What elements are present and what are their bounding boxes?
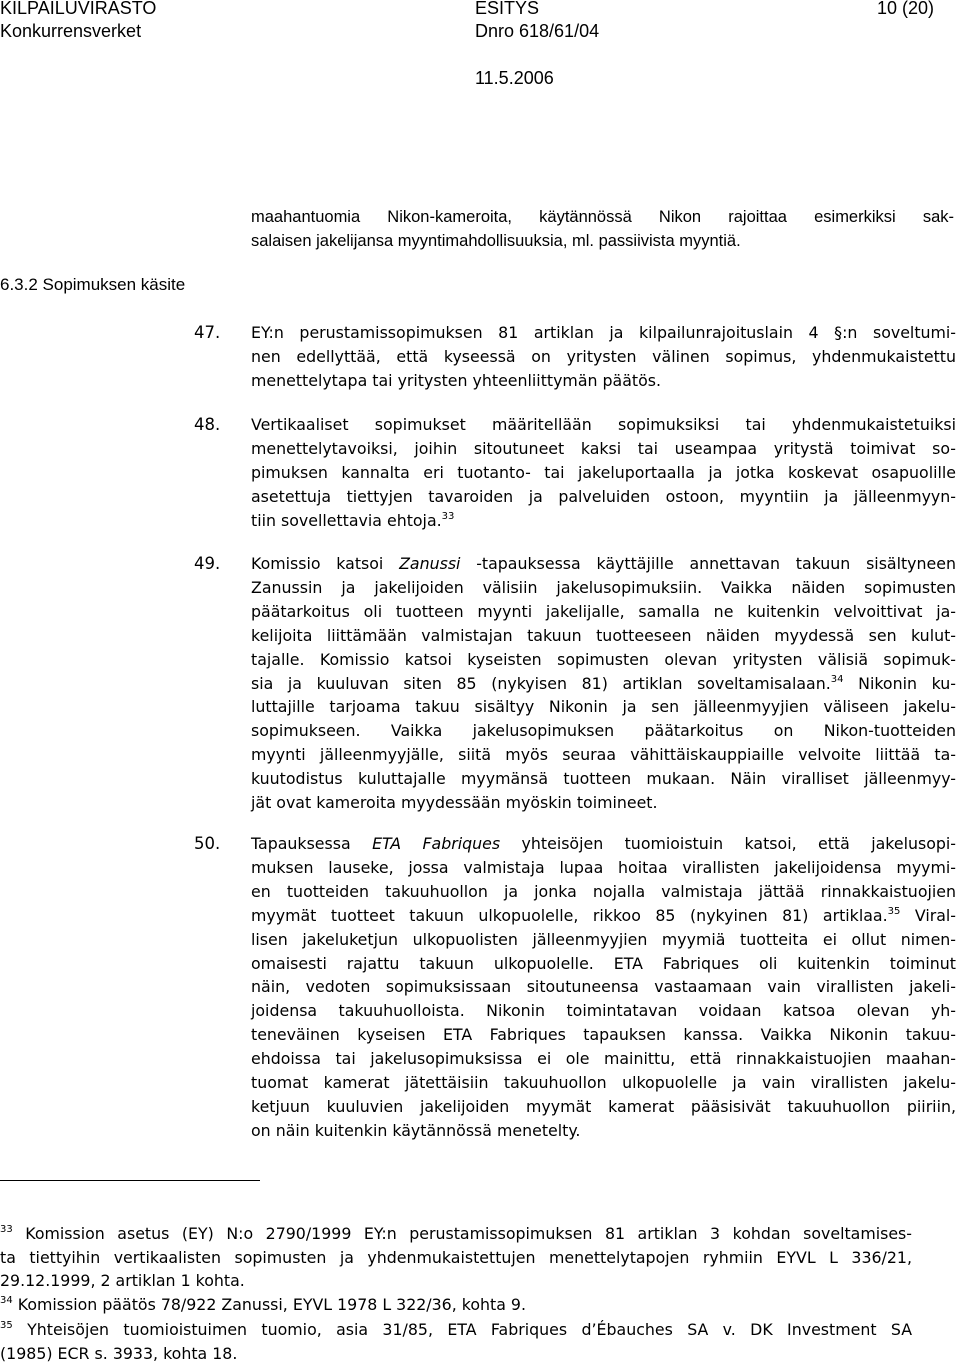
document-date: 11.5.2006 bbox=[475, 67, 554, 89]
paragraph-50 bbox=[251, 832, 956, 1143]
text-line bbox=[0, 1318, 912, 1342]
text-line: on näin kuitenkin käytännössä menetelty. bbox=[251, 1119, 956, 1143]
text-line: Zanussin ja jakelijoiden välisiin jakelusopimuksiin. Vaikka näiden sopimusten bbox=[251, 576, 956, 600]
text-line: teneväinen kyseisen ETA Fabriques tapauksen kanssa. Vaikka Nikonin takuu- bbox=[251, 1023, 956, 1047]
text-line: menettelytapa tai yritysten yhteenliittymän päätös. bbox=[251, 369, 956, 393]
text-line: menettelytavoiksi, joihin sitoutuneet kaksi tai useampaa yritystä toimivat so- bbox=[251, 437, 956, 461]
text-line: joidensa takuuhuolloista. Nikonin toimintatavan voidaan katsoa olevan yh- bbox=[251, 999, 956, 1023]
text-line: luttajille tarjoama takuu sisältyy Nikonin ja sen jälleenmyyjien väliseen jakelu- bbox=[251, 695, 956, 719]
text-line: näin, vedoten sopimuksissaan sitoutuneensa vastaamaan vain virallisten jakeli- bbox=[251, 975, 956, 999]
continued-paragraph bbox=[251, 205, 954, 253]
text-line: EY:n perustamissopimuksen 81 artiklan ja kilpailunrajoituslain 4 §:n soveltumi- bbox=[251, 321, 956, 345]
text-segment: Nikonin ku- bbox=[844, 674, 956, 693]
text-line: lisen jakeluketjun ulkopuolisten jälleenmyyjien myymiä tuotteita ei ollut nimen- bbox=[251, 928, 956, 952]
document-type: ESITYS bbox=[475, 0, 539, 19]
footnote-34 bbox=[0, 1293, 912, 1317]
text-line: ehdoissa tai jakelusopimuksissa ei ole mainittu, että rinnakkaistuojien maahan- bbox=[251, 1047, 956, 1071]
text-line bbox=[251, 904, 956, 928]
text-line: ketjuun kuuluvien jakelijoiden myymät kamerat pääsisivät takuuhuollon piiriin, bbox=[251, 1095, 956, 1119]
text-line bbox=[251, 672, 956, 696]
text-segment: Viral- bbox=[900, 906, 956, 925]
text-line: jät ovat kameroita myydessään myöskin toimineet. bbox=[251, 791, 956, 815]
case-name: ETA Fabriques bbox=[372, 834, 500, 853]
text-segment: -tapauksessa käyttäjille annettavan takuun sisältyneen bbox=[460, 554, 956, 573]
text-line: asetettuja tiettyjen tavaroiden ja palveluiden ostoon, myyntiin ja jälleenmyyn- bbox=[251, 485, 956, 509]
text-segment: Yhteisöjen tuomioistuimen tuomio, asia 31/85, ETA Fabriques d’Ébauches SA v. DK Investment SA bbox=[27, 1320, 912, 1339]
paragraph-number-49: 49. bbox=[194, 552, 220, 576]
text-line: maahantuomia Nikon-kameroita, käytännössä Nikon rajoittaa esimerkiksi sak- bbox=[251, 205, 954, 229]
text-line bbox=[251, 552, 956, 576]
section-heading: 6.3.2 Sopimuksen käsite bbox=[0, 274, 185, 296]
text-line: omaisesti rajattu takuun ulkopuolelle. ETA Fabriques oli kuitenkin toiminut bbox=[251, 952, 956, 976]
text-segment: myymät tuotteet takuun ulkopuolelle, rikkoo 85 (nykyinen 81) artiklaa. bbox=[251, 906, 888, 925]
text-line: sopimukseen. Vaikka jakelusopimuksen päätarkoitus on Nikon-tuotteiden bbox=[251, 719, 956, 743]
paragraph-number-48: 48. bbox=[194, 413, 220, 437]
footnote-33 bbox=[0, 1222, 912, 1293]
text-line: tuomat kamerat jätettäisiin takuuhuollon ulkopuolelle ja vain virallisten jakelu- bbox=[251, 1071, 956, 1095]
text-line bbox=[251, 509, 956, 533]
record-number: Dnro 618/61/04 bbox=[475, 20, 599, 42]
footnote-number: 34 bbox=[0, 1295, 13, 1306]
footnote-separator bbox=[0, 1180, 260, 1181]
text-line bbox=[0, 1222, 912, 1246]
text-line: kuutodistus kuluttajalle myymänsä tuotteen mukaan. Näin viralliset jälleenmyy- bbox=[251, 767, 956, 791]
footnote-ref-34[interactable]: 34 bbox=[831, 674, 844, 685]
text-line bbox=[251, 832, 956, 856]
text-line: myynti jälleenmyyjälle, siitä myös seuraa vähittäiskauppiaille velvoite liittää ta- bbox=[251, 743, 956, 767]
text-line: ta tiettyihin vertikaalisten sopimusten ja yhdenmukaistettujen menettelytapojen ryhmiin EYVL L 336/21, bbox=[0, 1246, 912, 1270]
text-segment: tiin sovellettavia ehtoja. bbox=[251, 511, 442, 530]
text-line: nen edellyttää, että kyseessä on yritysten välinen sopimus, yhdenmukaistettu bbox=[251, 345, 956, 369]
text-line: (1985) ECR s. 3933, kohta 18. bbox=[0, 1342, 912, 1365]
paragraph-number-47: 47. bbox=[194, 321, 220, 345]
text-line: kelijoita liittämään valmistajan takuun tuotteeseen näiden myydessä sen kulut- bbox=[251, 624, 956, 648]
organization-name-sv: Konkurrensverket bbox=[0, 20, 141, 42]
text-line: pimuksen kannalta eri tuotanto- tai jakeluportaalla ja jotka koskevat osapuolille bbox=[251, 461, 956, 485]
text-line: muksen lauseke, jossa valmistaja lupaa hoitaa virallisten jakelijoidensa myymi- bbox=[251, 856, 956, 880]
footnote-ref-33[interactable]: 33 bbox=[442, 511, 455, 522]
paragraph-number-50: 50. bbox=[194, 832, 220, 856]
case-name: Zanussi bbox=[399, 554, 460, 573]
text-line: salaisen jakelijansa myyntimahdollisuuksia, ml. passiivista myyntiä. bbox=[251, 229, 954, 253]
page-number: 10 (20) bbox=[877, 0, 934, 19]
text-segment: Tapauksessa bbox=[251, 834, 372, 853]
footnote-number: 35 bbox=[0, 1320, 13, 1331]
footnote-number: 33 bbox=[0, 1224, 13, 1235]
text-segment: Komission asetus (EY) N:o 2790/1999 EY:n perustamissopimuksen 81 artiklan 3 kohdan soveltamises- bbox=[25, 1224, 912, 1243]
footnote-35 bbox=[0, 1318, 912, 1365]
text-segment: yhteisöjen tuomioistuin katsoi, että jakelusopi- bbox=[500, 834, 956, 853]
text-line: en tuotteiden takuuhuollon ja jonka nojalla valmistaja jättää rinnakkaistuojien bbox=[251, 880, 956, 904]
paragraph-47 bbox=[251, 321, 956, 393]
text-segment: Komissio katsoi bbox=[251, 554, 399, 573]
paragraph-49 bbox=[251, 552, 956, 815]
text-line: tajalle. Komissio katsoi kyseisten sopimusten olevan yritysten välisiä sopimuk- bbox=[251, 648, 956, 672]
text-line: Vertikaaliset sopimukset määritellään sopimuksiksi tai yhdenmukaistetuiksi bbox=[251, 413, 956, 437]
footnote-ref-35[interactable]: 35 bbox=[888, 906, 901, 917]
text-line: 29.12.1999, 2 artiklan 1 kohta. bbox=[0, 1269, 912, 1293]
text-segment: Komission päätös 78/922 Zanussi, EYVL 1978 L 322/36, kohta 9. bbox=[18, 1295, 526, 1314]
paragraph-48 bbox=[251, 413, 956, 533]
text-segment: sia ja kuuluvan siten 85 (nykyisen 81) artiklan soveltamisalaan. bbox=[251, 674, 831, 693]
text-line bbox=[0, 1293, 912, 1317]
organization-name-fi: KILPAILUVIRASTO bbox=[0, 0, 156, 19]
text-line: päätarkoitus oli tuotteen myynti jakelijalle, samalla ne kuitenkin velvoittivat ja- bbox=[251, 600, 956, 624]
